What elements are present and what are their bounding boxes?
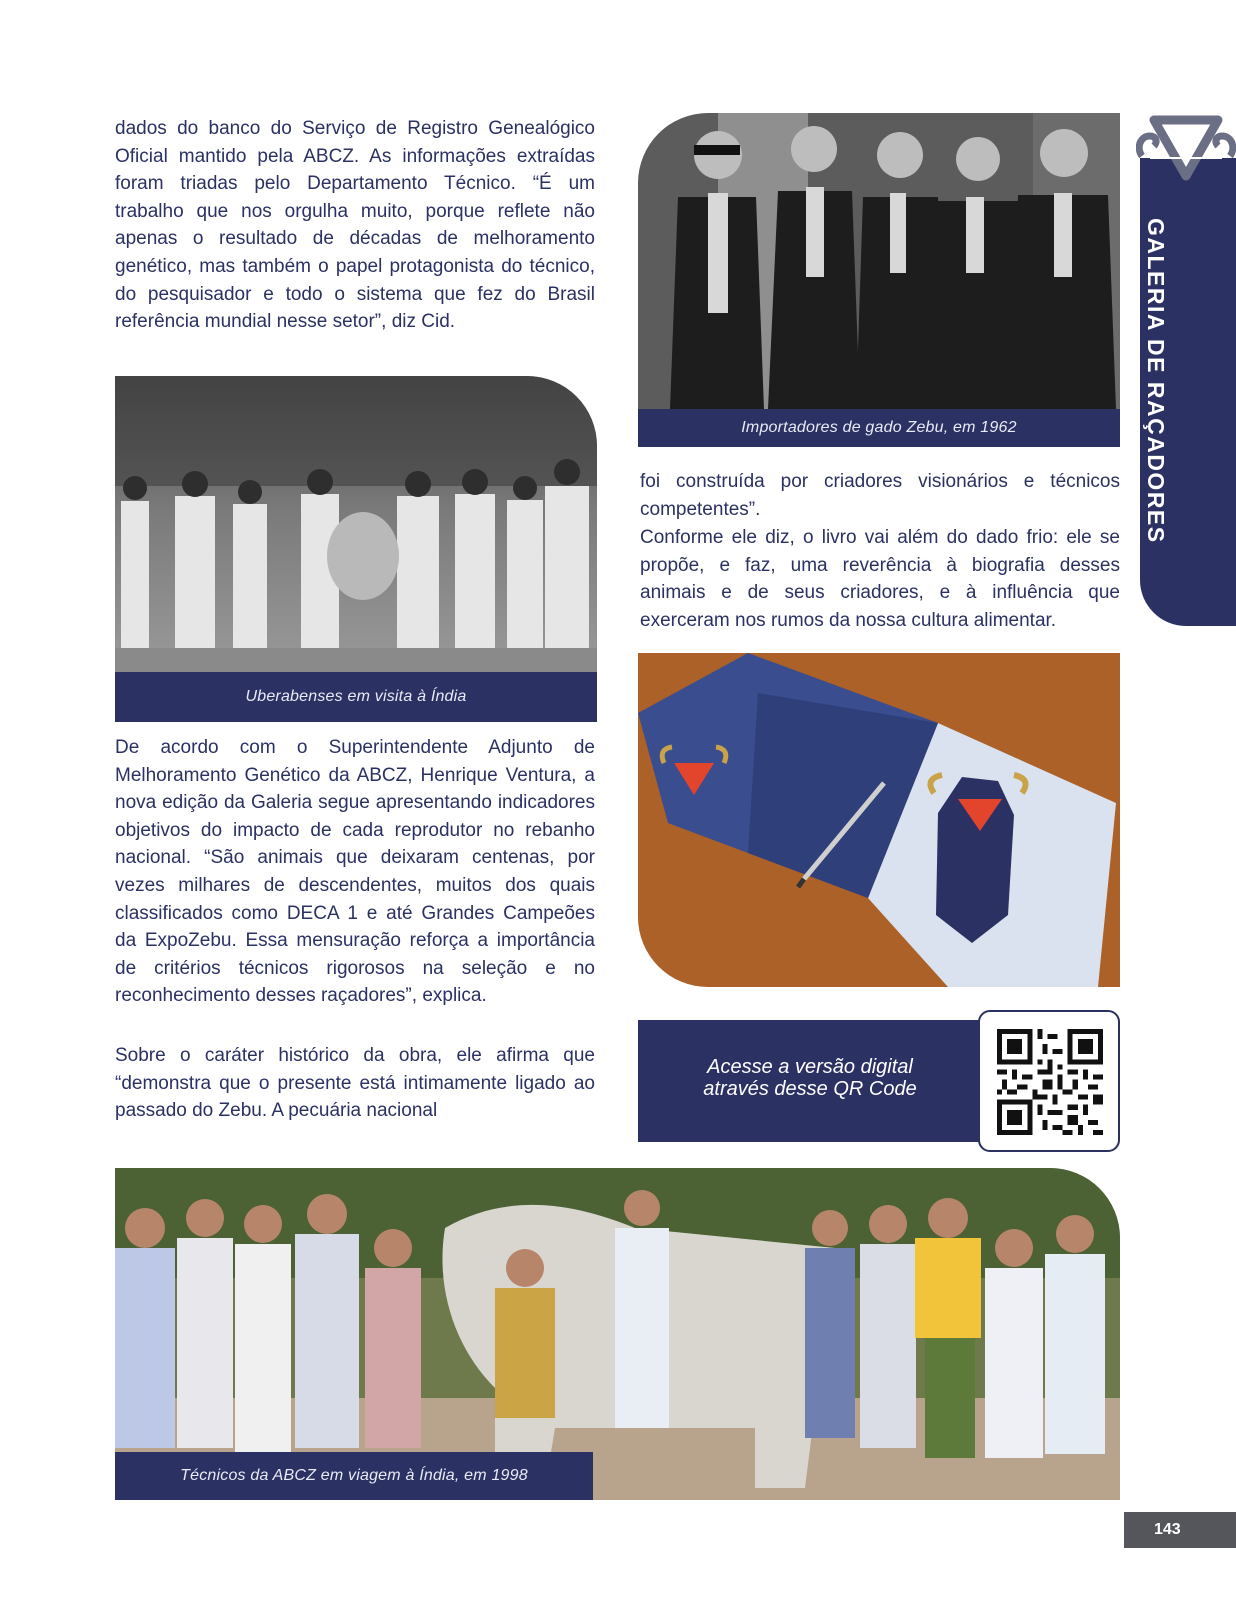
technicians-photo [115, 1168, 1120, 1500]
qr-code-card[interactable] [978, 1010, 1120, 1152]
left-paragraph-3: Sobre o caráter histórico da obra, ele afirma que “demonstra que o presente está intimamente ligado ao passado do Zebu. A pecuária nacional [115, 1045, 595, 1122]
importers-photo [638, 113, 1120, 409]
left-paragraph-1: dados do banco do Serviço de Registro Genealógico Oficial mantido pela ABCZ. As informações extraídas foram triadas pelo Departamento Técnico. “É um trabalho que nos orgulha muito, porque reflete não apenas o resultado de décadas de melhoramento genético, mas também o papel protagonista do técnico, do pesquisador e todo o sistema que fez do Brasil referência mundial nesse setor”, diz Cid. [115, 118, 595, 333]
left-paragraph-2: De acordo com o Superintendente Adjunto de Melhoramento Genético da ABCZ, Henrique Ventura, a nova edição da Galeria segue apresentando indicadores objetivos do impacto de cada reprodutor no rebanho nacional. “São animais que deixaram centenas, por vezes milhares de descendentes, muitos dos quais classificados como DECA 1 e até Grandes Campeões da ExpoZebu. Essa mensuração reforça a importância de critérios técnicos rigorosos na seleção e no reconhecimento desses raçadores”, explica. [115, 737, 595, 1007]
qr-line-2: através desse QR Code [703, 1078, 917, 1100]
page-number: 143 [1124, 1512, 1236, 1548]
india-visit-caption: Uberabenses em visita à Índia [115, 672, 597, 722]
section-title: GALERIA DE RAÇADORES [1143, 218, 1169, 544]
qr-call-to-action [680, 1056, 940, 1100]
qr-code-icon[interactable] [997, 1029, 1103, 1135]
india-visit-photo [115, 376, 597, 672]
qr-line-1: Acesse a versão digital [707, 1056, 913, 1078]
emblem-icon [1136, 112, 1236, 188]
right-paragraph-1: foi construída por criadores visionários e técnicos competentes”. [640, 471, 1120, 520]
technicians-caption: Técnicos da ABCZ em viagem à Índia, em 1998 [115, 1452, 593, 1500]
right-paragraph-2: Conforme ele diz, o livro vai além do dado frio: ele se propõe, e faz, uma reverência à biografia desses animais e de seus criadores, e à influência que exerceram nos rumos da nossa cultura alimentar. [640, 527, 1120, 631]
book-photo [638, 653, 1120, 987]
importers-caption: Importadores de gado Zebu, em 1962 [638, 409, 1120, 447]
